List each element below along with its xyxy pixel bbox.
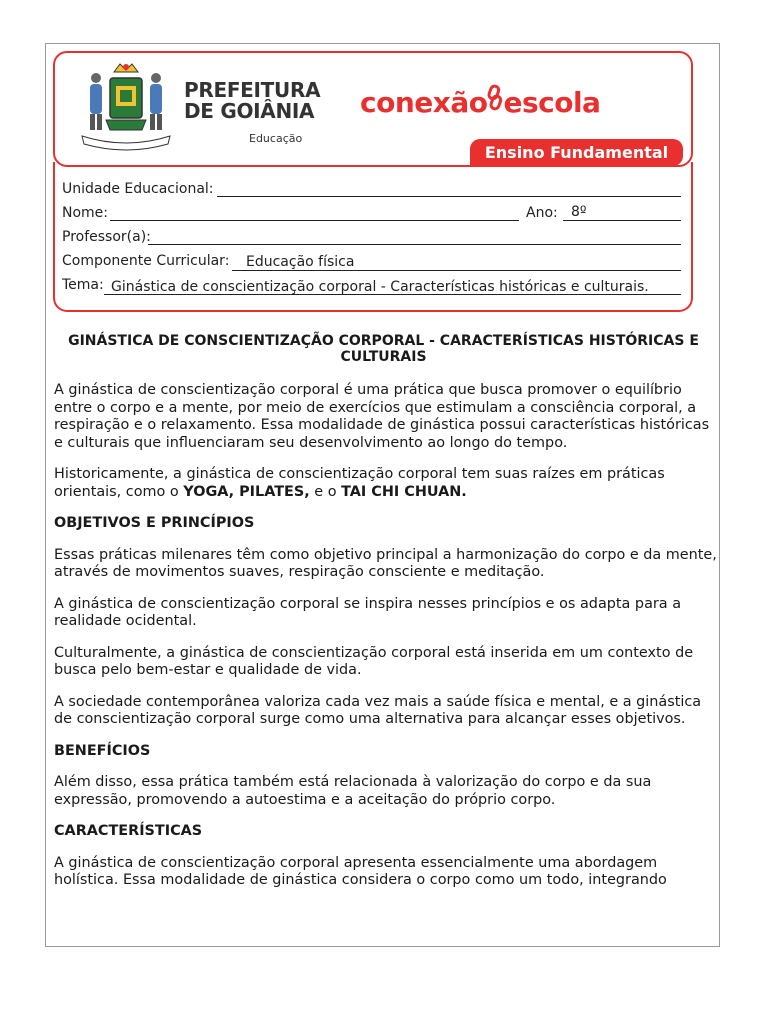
ensino-fundamental-badge: Ensino Fundamental	[470, 139, 683, 166]
professor-line[interactable]	[148, 244, 681, 245]
paragraph-objetivos: Essas práticas milenares têm como objetivo principal a harmonização do corpo e da mente, através de movimentos suaves, respiração consciente e meditação.	[54, 546, 717, 580]
ano-value: 8º	[571, 204, 587, 220]
paragraph-intro: A ginástica de conscientização corporal é uma prática que busca promover o equilíbrio entre o corpo e a mente, por meio de exercícios que estimulam a consciência corporal, a respiração e o relaxamento. Essa modalidade de ginástica possui características históricas e culturais que influenciaram seu desenvolvimento ao longo do tempo.	[54, 382, 710, 451]
professor-label: Professor(a):	[62, 229, 151, 245]
paragraph-history: Historicamente, a ginástica de conscientização corporal tem suas raízes em práticas orientais, como o YOGA, PILATES, e o TAI CHI CHUAN.	[54, 466, 665, 500]
nome-label: Nome:	[62, 205, 109, 221]
componente-value: Educação física	[246, 254, 355, 270]
paragraph-ocidental: A ginástica de conscientização corporal se inspira nesses princípios e os adapta para a realidade ocidental.	[54, 595, 682, 629]
unidade-line[interactable]	[217, 196, 681, 197]
ano-line[interactable]	[563, 220, 681, 221]
document-title: GINÁSTICA DE CONSCIENTIZAÇÃO CORPORAL - CARACTERÍSTICAS HISTÓRICAS E CULTURAIS	[68, 333, 699, 365]
document-body	[54, 382, 718, 904]
heading-objetivos: OBJETIVOS E PRINCÍPIOS	[54, 515, 255, 531]
prefeitura-educacao: Educação	[249, 132, 303, 145]
heading-beneficios: BENEFÍCIOS	[54, 742, 151, 759]
heading-caracteristicas: CARACTERÍSTICAS	[54, 823, 203, 839]
chain-link-icon	[487, 84, 503, 119]
paragraph-beneficios: Além disso, essa prática também está relacionada à valorização do corpo e da sua expressão, promovendo a autoestima e a aceitação do próprio corpo.	[54, 774, 652, 808]
ano-label: Ano:	[526, 205, 558, 221]
goiania-crest-logo	[76, 58, 176, 154]
tema-label: Tema:	[62, 277, 104, 293]
tema-value: Ginástica de conscientização corporal - Características históricas e culturais.	[111, 279, 649, 295]
paragraph-cultural: Culturalmente, a ginástica de conscientização corporal está inserida em um contexto de busca pelo bem-estar e qualidade de vida.	[54, 644, 694, 678]
prefeitura-name: PREFEITURA DE GOIÂNIA	[184, 78, 321, 123]
conexao-escola-logo: conexão escola	[360, 86, 601, 119]
paragraph-sociedade: A sociedade contemporânea valoriza cada vez mais a saúde física e mental, e a ginástica de conscientização corporal surge como uma alternativa para alcançar esses objetivos.	[54, 693, 702, 727]
unidade-label: Unidade Educacional:	[62, 181, 214, 197]
paragraph-caracteristicas: A ginástica de conscientização corporal apresenta essencialmente uma abordagem holística. Essa modalidade de ginástica considera o corpo como um todo, integrando	[54, 854, 667, 888]
nome-line[interactable]	[110, 220, 519, 221]
worksheet-page	[45, 43, 720, 947]
componente-line[interactable]	[232, 270, 681, 271]
componente-label: Componente Curricular:	[62, 253, 230, 269]
